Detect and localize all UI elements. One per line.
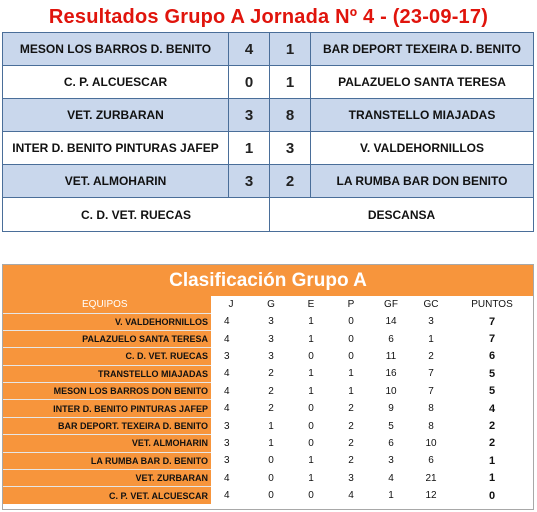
standings-cell-gf: 4 xyxy=(388,472,394,484)
home-team: VET. ALMOHARIN xyxy=(3,165,229,198)
standings-cell-p: 2 xyxy=(348,437,354,449)
standings-cell-pts: 6 xyxy=(488,350,496,363)
standings-cell-gc: 8 xyxy=(428,420,434,432)
standings-row xyxy=(3,435,533,452)
away-team: PALAZUELO SANTA TERESA xyxy=(311,66,534,99)
header-gc: GC xyxy=(423,299,439,310)
standings-cell-j: 4 xyxy=(224,490,230,502)
home-score: 3 xyxy=(229,165,270,198)
home-score: 1 xyxy=(229,132,270,165)
standings-row xyxy=(3,417,533,434)
standings-row xyxy=(3,330,533,347)
standings-cell-j: 4 xyxy=(224,368,230,380)
standings-cell-team: INTER D. BENITO PINTURAS JAFEP xyxy=(3,400,211,417)
home-team: MESON LOS BARROS D. BENITO xyxy=(3,33,229,66)
standings-cell-team: TRANSTELLO MIAJADAS xyxy=(3,365,211,382)
standings-cell-team: BAR DEPORT. TEXEIRA D. BENITO xyxy=(3,417,211,434)
standings-cell-e: 0 xyxy=(308,350,314,362)
standings-cell-g: 0 xyxy=(268,490,274,502)
standings-cell-j: 4 xyxy=(224,472,230,484)
standings-cell-team: LA RUMBA BAR D. BENITO xyxy=(3,452,211,469)
standings-cell-pts: 0 xyxy=(488,489,496,502)
standings-cell-g: 0 xyxy=(268,472,274,484)
match-row xyxy=(3,33,534,66)
home-score: 0 xyxy=(229,66,270,99)
standings-cell-p: 0 xyxy=(348,316,354,328)
standings-cell-team: MESON LOS BARROS DON BENITO xyxy=(3,383,211,400)
standings-cell-g: 3 xyxy=(268,316,274,328)
header-pts: PUNTOS xyxy=(471,299,513,310)
standings-cell-gf: 6 xyxy=(388,333,394,345)
standings-row xyxy=(3,487,533,504)
standings-cell-gc: 8 xyxy=(428,403,434,415)
standings-cell-j: 4 xyxy=(224,385,230,397)
standings-cell-gf: 3 xyxy=(388,455,394,467)
standings-cell-gf: 16 xyxy=(385,368,397,380)
standings-cell-gf: 9 xyxy=(388,403,394,415)
standings-cell-p: 1 xyxy=(348,368,354,380)
standings-cell-g: 2 xyxy=(268,385,274,397)
standings-cell-j: 3 xyxy=(224,420,230,432)
standings-title: Clasificación Grupo A xyxy=(3,265,533,296)
match-row xyxy=(3,165,534,198)
standings-cell-gc: 10 xyxy=(425,437,437,449)
standings-cell-pts: 5 xyxy=(488,385,496,398)
away-team: BAR DEPORT TEXEIRA D. BENITO xyxy=(311,33,534,66)
results-table xyxy=(2,32,534,232)
standings-cell-pts: 2 xyxy=(488,420,496,433)
standings-cell-team: PALAZUELO SANTA TERESA xyxy=(3,330,211,347)
away-score: 8 xyxy=(270,99,311,132)
standings-cell-j: 3 xyxy=(224,350,230,362)
standings-cell-e: 1 xyxy=(308,368,314,380)
standings-cell-g: 2 xyxy=(268,368,274,380)
standings-cell-p: 0 xyxy=(348,333,354,345)
standings-header-row xyxy=(3,296,533,313)
standings-cell-team: C. D. VET. RUECAS xyxy=(3,348,211,365)
standings-cell-gf: 6 xyxy=(388,437,394,449)
standings-cell-g: 1 xyxy=(268,437,274,449)
away-team: TRANSTELLO MIAJADAS xyxy=(311,99,534,132)
away-score: 1 xyxy=(270,66,311,99)
home-team: C. P. ALCUESCAR xyxy=(3,66,229,99)
standings-cell-j: 4 xyxy=(224,403,230,415)
standings-cell-gf: 1 xyxy=(388,490,394,502)
standings-cell-team: V. VALDEHORNILLOS xyxy=(3,313,211,330)
standings-cell-e: 0 xyxy=(308,403,314,415)
home-team: VET. ZURBARAN xyxy=(3,99,229,132)
standings-cell-gc: 12 xyxy=(425,490,437,502)
rest-row xyxy=(3,198,534,232)
home-score: 4 xyxy=(229,33,270,66)
header-g: G xyxy=(267,299,275,310)
standings-cell-pts: 7 xyxy=(488,333,496,346)
standings-cell-pts: 1 xyxy=(488,454,496,467)
standings-cell-pts: 5 xyxy=(488,367,496,380)
standings-cell-p: 2 xyxy=(348,403,354,415)
header-p: P xyxy=(347,299,355,310)
standings-cell-team: C. P. VET. ALCUESCAR xyxy=(3,487,211,504)
away-score: 1 xyxy=(270,33,311,66)
standings-cell-e: 1 xyxy=(308,385,314,397)
standings-cell-gc: 7 xyxy=(428,385,434,397)
standings-cell-e: 1 xyxy=(308,316,314,328)
standings-cell-g: 0 xyxy=(268,455,274,467)
home-team: INTER D. BENITO PINTURAS JAFEP xyxy=(3,132,229,165)
standings-cell-e: 0 xyxy=(308,490,314,502)
standings-cell-gf: 11 xyxy=(385,350,397,362)
standings-cell-gc: 21 xyxy=(425,472,437,484)
standings-cell-e: 1 xyxy=(308,472,314,484)
standings-cell-gf: 5 xyxy=(388,420,394,432)
match-row xyxy=(3,66,534,99)
standings-cell-team: VET. ALMOHARIN xyxy=(3,435,211,452)
standings-cell-g: 1 xyxy=(268,420,274,432)
standings-row xyxy=(3,365,533,382)
standings-cell-p: 2 xyxy=(348,455,354,467)
standings-cell-g: 2 xyxy=(268,403,274,415)
standings-row xyxy=(3,383,533,400)
standings-cell-p: 2 xyxy=(348,420,354,432)
away-team: V. VALDEHORNILLOS xyxy=(311,132,534,165)
standings-cell-pts: 7 xyxy=(488,315,496,328)
standings-cell-gc: 1 xyxy=(428,333,434,345)
standings-cell-gc: 6 xyxy=(428,455,434,467)
standings-cell-j: 4 xyxy=(224,316,230,328)
results-title: Resultados Grupo A Jornada Nº 4 - (23-09-17) xyxy=(48,6,489,28)
standings-table xyxy=(3,296,533,504)
standings-cell-j: 4 xyxy=(224,333,230,345)
header-team: EQUIPOS xyxy=(3,296,211,313)
standings-cell-p: 1 xyxy=(348,385,354,397)
standings-cell-e: 0 xyxy=(308,420,314,432)
standings-cell-g: 3 xyxy=(268,350,274,362)
standings-cell-gc: 3 xyxy=(428,316,434,328)
header-gf: GF xyxy=(384,299,398,310)
standings-cell-j: 3 xyxy=(224,455,230,467)
standings-cell-e: 0 xyxy=(308,437,314,449)
standings-cell-pts: 1 xyxy=(488,472,496,485)
standings-cell-gc: 2 xyxy=(428,350,434,362)
standings-panel xyxy=(2,264,534,510)
header-j: J xyxy=(228,299,234,310)
standings-cell-gc: 7 xyxy=(428,368,434,380)
standings-cell-p: 3 xyxy=(348,472,354,484)
standings-row xyxy=(3,348,533,365)
standings-cell-p: 0 xyxy=(348,350,354,362)
resting-team: C. D. VET. RUECAS xyxy=(3,198,270,232)
standings-cell-p: 4 xyxy=(348,490,354,502)
standings-cell-pts: 2 xyxy=(488,437,496,450)
standings-cell-pts: 4 xyxy=(488,402,496,415)
standings-cell-e: 1 xyxy=(308,333,314,345)
away-team: LA RUMBA BAR DON BENITO xyxy=(311,165,534,198)
standings-row xyxy=(3,470,533,487)
rest-label: DESCANSA xyxy=(270,198,534,232)
standings-cell-e: 1 xyxy=(308,455,314,467)
standings-row xyxy=(3,452,533,469)
standings-row xyxy=(3,400,533,417)
standings-cell-gf: 14 xyxy=(385,316,397,328)
standings-cell-g: 3 xyxy=(268,333,274,345)
standings-cell-j: 3 xyxy=(224,437,230,449)
home-score: 3 xyxy=(229,99,270,132)
match-row xyxy=(3,132,534,165)
standings-cell-gf: 10 xyxy=(385,385,397,397)
away-score: 3 xyxy=(270,132,311,165)
standings-row xyxy=(3,313,533,330)
away-score: 2 xyxy=(270,165,311,198)
match-row xyxy=(3,99,534,132)
standings-cell-team: VET. ZURBARAN xyxy=(3,470,211,487)
header-e: E xyxy=(307,299,315,310)
